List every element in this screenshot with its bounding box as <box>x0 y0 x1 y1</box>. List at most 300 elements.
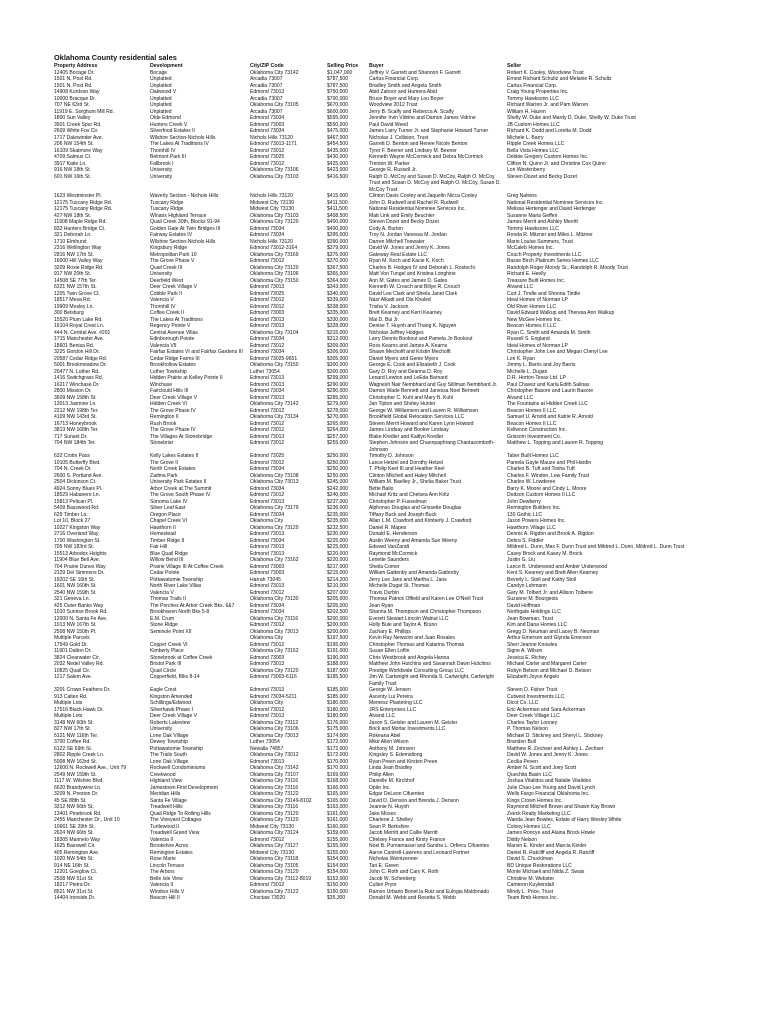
cell-city-zip: Nichols Hills 73120 <box>250 238 293 245</box>
cell-seller: Amber N. Scott and Joey Scott <box>507 765 577 772</box>
cell-seller: New McGee Homes Inc. <box>507 316 562 323</box>
cell-buyer: Donald E. Henderson <box>369 531 418 538</box>
cell-development: University Park Estates II <box>150 479 207 486</box>
cell-city-zip: Edmond 73034-5211 <box>250 693 297 700</box>
cell-development: Sonoma Lake IV <box>150 498 188 505</box>
cell-seller: Randolph Roger Moody Sr., Randolph R. Moody Trust <box>507 264 628 271</box>
cell-buyer: John C. Roth and Cary K. Roth <box>369 869 439 876</box>
cell-buyer: Michael Kritz and Chelsea Ann Kritz <box>369 492 450 499</box>
cell-city-zip: Oklahoma City <box>250 635 284 642</box>
cell-development: University <box>150 726 173 733</box>
cell-city-zip: Oklahoma City <box>250 518 284 525</box>
cell-price: $265,000 <box>327 420 349 427</box>
cell-city-zip: Oklahoma City 73105 <box>250 862 299 869</box>
cell-price: $290,000 <box>327 388 349 395</box>
cell-buyer: Christopher C. Kuhl and Mary B. Kuhl <box>369 394 454 401</box>
cell-seller: Michael D. Stickney and Sheryl L. Stickney <box>507 732 603 739</box>
cell-seller: Jimmy L. Barris and Joy Barris <box>507 362 576 369</box>
cell-seller: Christine M. Webster <box>507 875 555 882</box>
cell-buyer: Christopher P. Fusselman <box>369 498 427 505</box>
cell-price: $220,000 <box>327 550 349 557</box>
cell-price: $215,000 <box>327 570 349 577</box>
cell-development: Brookshire Acres <box>150 843 189 850</box>
cell-price: $185,000 <box>327 687 349 694</box>
cell-city-zip: Oklahoma City 73127 <box>250 843 299 850</box>
cell-address: 1717 Dalewinder Ave. <box>54 134 104 141</box>
cell-buyer: Shanna M. Thompson and Christopher Thompson <box>369 609 482 616</box>
cell-buyer: Travis Durbin <box>369 589 399 596</box>
cell-buyer: Memesz Plastering LLC <box>369 700 423 707</box>
cell-city-zip: Edmond 73013 <box>250 550 285 557</box>
cell-development: Belmont Park III <box>150 154 186 161</box>
cell-price: $166,000 <box>327 784 349 791</box>
cell-development: Valencia VII <box>150 342 177 349</box>
cell-address: 1217 Salem Ave. <box>54 674 93 681</box>
cell-city-zip: Oklahoma City 73103 <box>250 173 299 180</box>
cell-development: The Vineyard Cottages <box>150 817 202 824</box>
cell-seller: Hawthorn Village LLC <box>507 524 556 531</box>
cell-buyer: Philip Allen <box>369 771 394 778</box>
cell-address: 425 Outer Banks Way <box>54 602 104 609</box>
cell-buyer: Donald M. Webb and Rosetta S. Webb <box>369 895 456 902</box>
cell-address: 11904 Blue Bell Ave. <box>54 557 101 564</box>
cell-price: $425,000 <box>327 160 349 167</box>
cell-address: 12405 Bocage Dr. <box>54 69 95 76</box>
cell-development: Central Avenue Villas <box>150 329 198 336</box>
cell-buyer: Lenette Saunders <box>369 557 409 564</box>
cell-price: $787,500 <box>327 76 349 83</box>
header-buyer: Buyer <box>369 63 384 69</box>
cell-seller: Christopher Basore and Laurin Basore <box>507 388 594 395</box>
cell-development: The Grove Phase IV <box>150 427 196 434</box>
cell-city-zip: Edmond 73013 <box>250 687 285 694</box>
cell-price: $250,000 <box>327 459 349 466</box>
cell-price: $202,500 <box>327 609 349 616</box>
cell-seller: Lori Westenberry <box>507 167 546 174</box>
cell-buyer: Chelsey France and Kirsty France <box>369 836 446 843</box>
cell-buyer: Abid Zahoor and Humera Abid <box>369 89 437 96</box>
cell-development: Valencia V <box>150 589 174 596</box>
cell-city-zip: Oklahoma City 73116 <box>250 615 299 622</box>
cell-development: Copperfield, Blks 8-14 <box>150 674 200 681</box>
cell-development: The Porches At Arbor Creek Bks. 6&7 <box>150 602 235 609</box>
cell-seller: Quechita Basin LLC <box>507 771 552 778</box>
cell-seller: Justin G. Liu <box>507 557 536 564</box>
sales-listing <box>54 53 694 902</box>
cell-address: 914 NE 16th St. <box>54 862 90 869</box>
cell-development: The Grove Phase IV <box>150 407 196 414</box>
cell-buyer: Ramon Urbano Bonet la Ruiz and Eulogia Maldonado <box>369 888 490 895</box>
cell-address: 4709 Salmus Ct. <box>54 154 92 161</box>
cell-city-zip: Oklahoma City 73116 <box>250 778 299 785</box>
cell-development: Unplatted <box>150 82 172 89</box>
cell-city-zip: Oklahoma City 73120 <box>250 667 299 674</box>
cell-seller: Curt J. Tindle and Shonna Tindle <box>507 290 581 297</box>
cell-address: 2816 NW 17th St. <box>54 251 94 258</box>
cell-price: $278,000 <box>327 407 349 414</box>
header-address: Property Address <box>54 63 98 69</box>
cell-price: $190,000 <box>327 654 349 661</box>
cell-development: Edinborough Pointe <box>150 336 195 343</box>
cell-price: $175,000 <box>327 726 349 733</box>
cell-development: Deer Creek Village V <box>150 284 198 291</box>
cell-seller: Mildred L. Dunn, Max F. Dunn Trust and Mildred L. Dunn, Mildred L. Dunn Trust <box>507 544 685 551</box>
cell-seller: Joshua Vitalidos and Natalie Vitalidos <box>507 778 591 785</box>
cell-buyer: Tyrer F. Beener and Lindsey M. Beener <box>369 147 457 154</box>
cell-development: Hidden Prairie at Kelley Pointe II <box>150 375 223 382</box>
cell-address: 3917 Katie Ln. <box>54 160 87 167</box>
cell-city-zip: Midwest City 73130 <box>250 823 295 830</box>
cell-development: Thornhill IV <box>150 303 176 310</box>
cell-seller: Beacon Homes II LLC <box>507 420 557 427</box>
cell-city-zip: Edmond 73013 <box>250 758 285 765</box>
cell-seller: David Edward Walkup and Theresa Ann Walkup <box>507 310 615 317</box>
cell-address: 206 NW 154th St. <box>54 141 94 148</box>
cell-city-zip: Edmond 73034 <box>250 537 285 544</box>
cell-address: 20587 Cedar Ridge Rd. <box>54 355 108 362</box>
cell-development: Tuscany Ridge <box>150 206 184 213</box>
cell-city-zip: Midwest City 73130 <box>250 206 295 213</box>
cell-city-zip: Edmond 73012 <box>250 492 285 499</box>
cell-development: Rush Brook <box>150 420 177 427</box>
cell-price: $285,000 <box>327 394 349 401</box>
cell-development: Rockwell Condominiums <box>150 765 206 772</box>
cell-city-zip: Edmond 73013-1171 <box>250 141 297 148</box>
cell-seller: Ideal Homes of Norman LP <box>507 297 568 304</box>
cell-buyer: Edgar DeLeon Cifuentes <box>369 791 425 798</box>
cell-city-zip: Edmond 73003 <box>250 563 285 570</box>
cell-city-zip: Edmond 73012 <box>250 407 285 414</box>
cell-address: Lot 10, Block 27 <box>54 518 91 525</box>
cell-price: $214,200 <box>327 576 349 583</box>
cell-city-zip: Edmond 73012 <box>250 882 285 889</box>
cell-price: $290,000 <box>327 381 349 388</box>
cell-price: $340,000 <box>327 290 349 297</box>
cell-price: $161,000 <box>327 817 349 824</box>
cell-city-zip: Nichols Hills 73120 <box>250 134 293 141</box>
cell-price: $300,000 <box>327 368 349 375</box>
cell-development: Meridian Hills <box>150 791 181 798</box>
cell-buyer: John D. Rudwell and Rachel R. Rudwell <box>369 199 459 206</box>
cell-address: 3209 N. Preston Dr. <box>54 791 99 798</box>
header-seller: Seller <box>507 63 522 69</box>
table-row <box>54 76 692 83</box>
cell-buyer: T. Philip Keel III and Heather Keel <box>369 466 445 473</box>
cell-address: 12175 Tuscany Ridge Rd. <box>54 206 113 213</box>
cell-seller: Ryan C. Smith and Amanda M. Smith <box>507 329 591 336</box>
cell-address: 2504 Dickinson Ct. <box>54 479 97 486</box>
cell-development: Deer Creek Village V <box>150 394 198 401</box>
cell-buyer: Trenton W. Parker <box>369 160 410 167</box>
cell-price: $390,000 <box>327 238 349 245</box>
cell-price: $306,000 <box>327 349 349 356</box>
cell-buyer: Allan L.M. Crawford and Kimberly J. Crawford <box>369 518 472 525</box>
cell-city-zip: Edmond 73013 <box>250 583 285 590</box>
cell-development: Regency Pointe V <box>150 323 191 330</box>
cell-city-zip: Edmond 73013 <box>250 661 285 668</box>
cell-buyer: Anthony M. Johnson <box>369 745 416 752</box>
cell-seller: Raymond Mitchell Brown and Shawn Kay Brown <box>507 804 616 811</box>
cell-development: Lone Oak Village <box>150 732 189 739</box>
cell-city-zip: Edmond 73013 <box>250 713 285 720</box>
cell-address: 2455 Manchester Dr., Unit 10 <box>54 817 120 824</box>
cell-seller: Dicot Co. LLC <box>507 700 539 707</box>
cell-city-zip: Oklahoma City 73106 <box>250 167 299 174</box>
cell-address: 2802 Ripple Creek Ln. <box>54 752 105 759</box>
cell-city-zip: Oklahoma City 73013 <box>250 732 299 739</box>
cell-price: $550,000 <box>327 121 349 128</box>
cell-address: 12175 Tuscany Ridge Rd. <box>54 199 113 206</box>
cell-seller: Northgate Holdings LLC <box>507 609 561 616</box>
cell-seller: John Dewberry <box>507 498 541 505</box>
cell-buyer: Steven Dozet and Becky Dozet <box>369 219 439 226</box>
cell-address: 17549 Gold Dr. <box>54 641 88 648</box>
cell-seller: Michele L. Barry <box>507 134 544 141</box>
cell-address: 13401 Pinebrook Rd. <box>54 810 102 817</box>
cell-address: 4109 NW 143rd St. <box>54 414 97 421</box>
cell-development: Waverly Section - Nichols Hills <box>150 193 219 200</box>
cell-development: Remington II <box>150 414 179 421</box>
table-row <box>54 804 692 811</box>
cell-buyer: Bette Bailo <box>369 485 394 492</box>
cell-price: $150,000 <box>327 882 349 889</box>
cell-city-zip: Oklahoma City 73106 <box>250 271 299 278</box>
cell-seller: Ideal Homes of Norman LP <box>507 342 568 349</box>
cell-price: $787,500 <box>327 82 349 89</box>
cell-development: The Villages At Stonebridge <box>150 433 213 440</box>
cell-address: 1416 Switchgrass Rd. <box>54 375 104 382</box>
cell-development: The Lakes At Traditions <box>150 316 203 323</box>
cell-buyer: Jim W. Cartwright and Rhonda S. Cartwright, Cartwright Family Trust <box>369 674 494 687</box>
cell-price: $180,000 <box>327 700 349 707</box>
cell-city-zip: Edmond 73013 <box>250 316 285 323</box>
cell-buyer: JRS Enterprises LLC <box>369 706 417 713</box>
cell-buyer: Thomas Patrick Offield and Karen Lee O'Neill Trust <box>369 596 484 603</box>
cell-development: Schillings/Edwood <box>150 700 191 707</box>
cell-city-zip: Oklahoma City 73120 <box>250 524 299 531</box>
cell-seller: Gregg D. Neuman and Lacey B. Neuman <box>507 628 600 635</box>
cell-price: $165,000 <box>327 791 349 798</box>
cell-buyer: Jerry Lee Jans and Martha L. Jans <box>369 576 447 583</box>
cell-buyer: George W. Jensen <box>369 687 411 694</box>
cell-price: $155,000 <box>327 836 349 843</box>
cell-buyer: Lenard Lewton and LeEda Barnard <box>369 375 448 382</box>
cell-development: Kingston Amended <box>150 693 193 700</box>
cell-buyer: Nicholas J. Collision, Trust <box>369 134 429 141</box>
cell-buyer: William Gattenby and Amanda Gattenby <box>369 570 459 577</box>
table-row <box>54 544 692 551</box>
cell-city-zip: Oklahoma City 73120 <box>250 810 299 817</box>
cell-address: 16109 Skatmore Way <box>54 147 103 154</box>
cell-city-zip: Edmond 73034 <box>250 388 285 395</box>
cell-address: 5121 NW 116th Ter. <box>54 732 99 739</box>
cell-address: 12000 N. Santa Fe Ave. <box>54 615 108 622</box>
cell-address: 1800 Sun Valley <box>54 115 91 122</box>
cell-development: North Creek Estates <box>150 466 196 473</box>
cell-seller: Team Bmb Homes Inc. <box>507 895 559 902</box>
cell-development: Quail Creek 30th, Blocks 91-94 <box>150 219 220 226</box>
cell-seller: Signe A. Wilson <box>507 648 543 655</box>
cell-development: Unplatted <box>150 102 172 109</box>
cell-seller: Robyn Betson and Michael D. Betson <box>507 667 591 674</box>
cell-city-zip: Edmond 73034 <box>250 115 285 122</box>
cell-city-zip: Oklahoma City <box>250 700 284 707</box>
cell-seller: Melissa Hertenger and David Hertenger <box>507 206 596 213</box>
cell-city-zip: Oklahoma City 73120 <box>250 219 299 226</box>
cell-price: $435,000 <box>327 147 349 154</box>
cell-price: $154,000 <box>327 869 349 876</box>
cell-price: $197,500 <box>327 635 349 642</box>
cell-price: $155,000 <box>327 843 349 850</box>
cell-city-zip: Edmond 73025-9651 <box>250 355 298 362</box>
cell-buyer: Chris Westbrook and Angela Hanna <box>369 654 450 661</box>
cell-seller: Cameron Kuykendall <box>507 882 554 889</box>
cell-address: 704 N. Creek Dr. <box>54 466 92 473</box>
cell-price: $700,000 <box>327 95 349 102</box>
cell-seller: Clifton N. Quinn Jr. and Christine Cox Quinn <box>507 160 606 167</box>
cell-city-zip: Edmond 73034 <box>250 466 285 473</box>
cell-price: $163,000 <box>327 804 349 811</box>
cell-city-zip: Arcadia 73007 <box>250 82 283 89</box>
cell-address: 704 NW 184th Ter. <box>54 440 96 447</box>
cell-price: $207,000 <box>327 589 349 596</box>
cell-city-zip: Arcadia 73007 <box>250 76 283 83</box>
cell-city-zip: Edmond 73012 <box>250 836 285 843</box>
cell-buyer: Charlene J. Shelley <box>369 817 413 824</box>
cell-development: Belle Isle View <box>150 875 183 882</box>
cell-buyer: Brick and Mortar Investments LLC <box>369 726 446 733</box>
cell-seller: Arthur Emerson and Glynda Emerson <box>507 635 592 642</box>
cell-seller: Alvand LLC <box>507 394 534 401</box>
cell-development: Pottawatomie Township <box>150 745 203 752</box>
table-row <box>54 174 692 194</box>
cell-seller: Dennis A. Rigdon and Brook A. Rigdon <box>507 531 594 538</box>
cell-seller: Craig Young Properties Inc. <box>507 89 569 96</box>
cell-price: $217,000 <box>327 563 349 570</box>
cell-buyer: James Larry Turner Jr. and Stephanie Howard Turner <box>369 128 489 135</box>
cell-seller: Remington Builders Inc. <box>507 505 561 512</box>
cell-address: 18529 Habanero Ln. <box>54 492 101 499</box>
cell-development: Stone Ridge <box>150 622 178 629</box>
cell-city-zip: Edmond 73013 <box>250 89 285 96</box>
cell-city-zip: Midwest City 73130 <box>250 849 295 856</box>
cell-address: 1715 Manchester Ave. <box>54 336 105 343</box>
cell-address: 14404 Ironside Dr. <box>54 895 96 902</box>
cell-development: Oakwood V <box>150 89 177 96</box>
cell-price: $225,000 <box>327 544 349 551</box>
cell-address: 704 Prairie Dunes Way <box>54 563 106 570</box>
cell-development: Tuscany Ridge <box>150 199 184 206</box>
cell-price: $169,000 <box>327 771 349 778</box>
cell-city-zip: Edmond 73013 <box>250 544 285 551</box>
cell-address: 16104 Royal Crest Ln. <box>54 323 105 330</box>
cell-buyer: Edward VanZandt <box>369 544 410 551</box>
cell-price: $600,000 <box>327 108 349 115</box>
cell-price: $1,047,000 <box>327 69 353 76</box>
cell-buyer: David Lee Clark and Sheila Janet Clark <box>369 290 458 297</box>
cell-city-zip: Edmond 73012 <box>250 258 285 265</box>
cell-seller: Richard E. Heelly <box>507 271 546 278</box>
cell-address: 2600 S. Portland Ave. <box>54 472 103 479</box>
cell-address: 11901 Dalton Dr. <box>54 648 92 655</box>
cell-price: $338,000 <box>327 303 349 310</box>
cell-price: $255,000 <box>327 440 349 447</box>
cell-price: $395,000 <box>327 232 349 239</box>
cell-development: Stonebrook at Coffee Creek <box>150 654 213 661</box>
cell-address: 18601 Benisa Rd. <box>54 342 95 349</box>
cell-price: $343,000 <box>327 284 349 291</box>
cell-development: Brookhollow Estates <box>150 362 196 369</box>
cell-price: $155,000 <box>327 849 349 856</box>
header-row <box>54 63 692 70</box>
cell-address: 11908 Maple Ridge Rd. <box>54 219 107 226</box>
header-price: Selling Price <box>327 63 359 69</box>
cell-city-zip: Oklahoma City 73013 <box>250 479 299 486</box>
cell-development: Luther Township <box>150 368 187 375</box>
cell-buyer: David W. Jones and Jenny K. Jones <box>369 245 450 252</box>
cell-seller: Ronda R. Mitzner and Miles L. Mitzner <box>507 232 593 239</box>
cell-buyer: Garrett D. Benton and Renee Nicole Benton <box>369 141 468 148</box>
cell-buyer: Jeannie N. Huynh <box>369 804 410 811</box>
cell-address: 629 Timber Ln. <box>54 511 88 518</box>
cell-city-zip: Oklahoma City 73142 <box>250 69 299 76</box>
cell-buyer: George R. Russell Jr. <box>369 167 417 174</box>
cell-development: Prairie Village III At Coffee Creek <box>150 563 224 570</box>
cell-buyer: Jean Ryan <box>369 602 394 609</box>
cell-development: Quail Creek III <box>150 264 183 271</box>
cell-seller: National Residential Nominee Services Inc. <box>507 199 604 206</box>
cell-price: $411,500 <box>327 206 348 213</box>
cell-seller: The Fountains at Hidden Creek LLC <box>507 401 588 408</box>
cell-seller: Dodson Custom Homes II LLC <box>507 492 576 499</box>
cell-seller: Couch Property Investments LLC <box>507 251 582 258</box>
cell-seller: Christopher John Lee and Megan Cheryl Lee <box>507 349 608 356</box>
cell-address: 3700 Coffee Rd. <box>54 739 91 746</box>
cell-development: Silver Leaf East <box>150 505 186 512</box>
cell-development: Creekwood <box>150 771 176 778</box>
cell-address: 10000 Bracque Dr. <box>54 95 97 102</box>
cell-seller: Kellwoon Construction Inc. <box>507 427 567 434</box>
cell-buyer: Jake Moses <box>369 810 396 817</box>
cell-development: University <box>150 167 173 174</box>
cell-seller: James Merrit and Ashley Merritt <box>507 219 578 226</box>
cell-address: 1710 Elmhurst <box>54 238 87 245</box>
cell-seller: Mindy L. Price, Trust <box>507 888 553 895</box>
cell-seller: Beverly L. Stoll and Kathy Stoll <box>507 576 577 583</box>
cell-development: Silverhawk Phase I <box>150 706 193 713</box>
cell-price: $172,000 <box>327 745 349 752</box>
cell-city-zip: Oklahoma City 73120 <box>250 817 299 824</box>
cell-seller: Richard K. Dodd and Loretta M. Dodd <box>507 128 592 135</box>
cell-city-zip: Oklahoma City 73112-8019 <box>250 875 312 882</box>
cell-development: Wilshire Section-Nichols Hills <box>150 238 216 245</box>
page-title: Oklahoma County residential sales <box>54 53 177 62</box>
cell-development: Cedar Pointe <box>150 570 180 577</box>
cell-price: $150,000 <box>327 888 349 895</box>
cell-buyer: Sheila Comer <box>369 563 400 570</box>
cell-city-zip: Oklahoma City 73108 <box>250 472 299 479</box>
cell-seller: Eric Ackerman and Sara Ackerman <box>507 706 586 713</box>
cell-address: 601 NW 16th St. <box>54 173 92 180</box>
cell-address: 19202 SE 16th St. <box>54 576 95 583</box>
cell-buyer: Timothy D. Johnson <box>369 453 414 460</box>
cell-seller: Jessica E. Richey <box>507 654 547 661</box>
cell-seller: Wells Fargo Financial Oklahoma Inc. <box>507 791 590 798</box>
cell-development: Arbor Creek at The Summit <box>150 485 212 492</box>
cell-address: 16713 Honeybrook <box>54 420 97 427</box>
cell-buyer: Alvand LLC <box>369 713 396 720</box>
cell-development: Wilshire Section-Nichols Hills <box>150 134 216 141</box>
